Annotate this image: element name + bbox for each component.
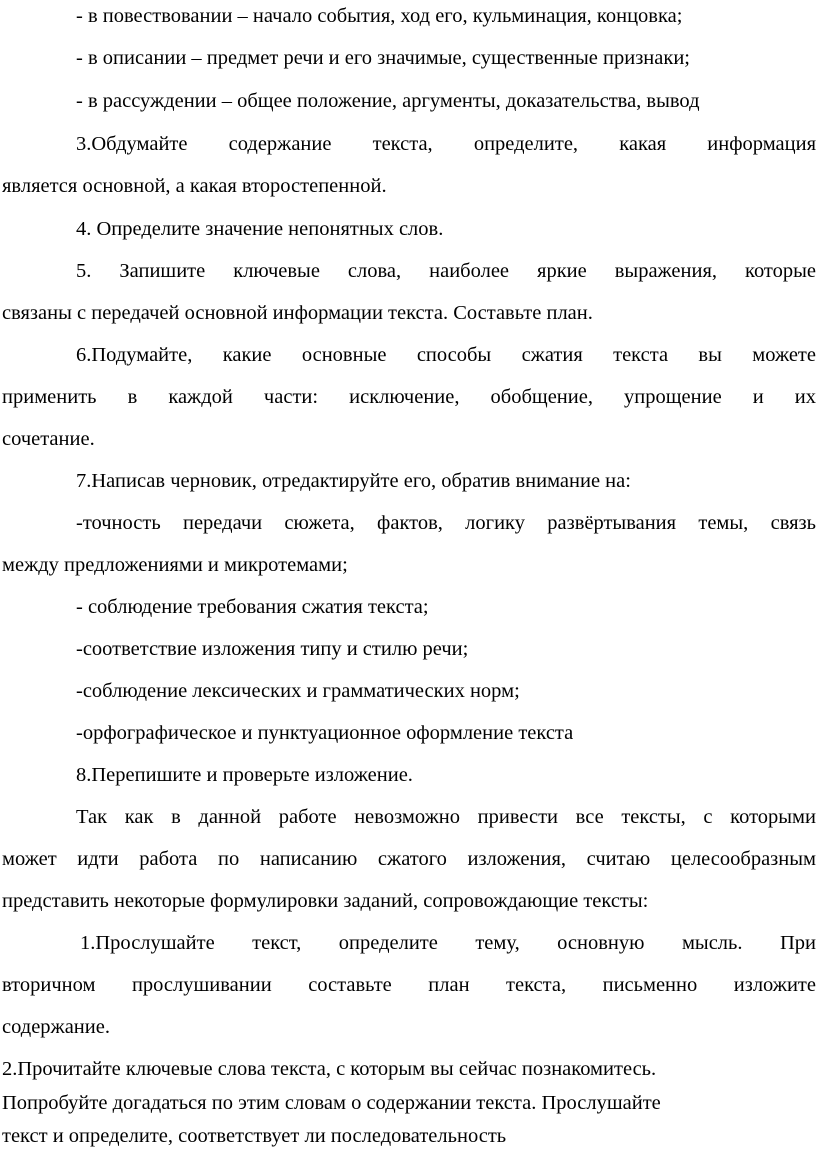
text-line-23: 1.Прослушайте текст, определите тему, основную мысль. При (80, 932, 816, 954)
text-line-27: Попробуйте догадаться по этим словам о содержании текста. Прослушайте (2, 1092, 661, 1114)
text-line-12: 7.Написав черновик, отредактируйте его, обратив внимание на: (76, 470, 631, 492)
text-line-25: содержание. (2, 1016, 110, 1038)
text-line-10: применить в каждой части: исключение, обобщение, упрощение и их (2, 386, 816, 408)
text-line-16: -соответствие изложения типу и стилю речи; (76, 638, 469, 660)
text-line-21: может идти работа по написанию сжатого изложения, считаю целесообразным (2, 848, 816, 870)
text-line-24: вторичном прослушивании составьте план текста, письменно изложите (2, 974, 816, 996)
text-line-5: является основной, а какая второстепенной. (2, 175, 387, 197)
text-line-4: 3.Обдумайте содержание текста, определите, какая информация (76, 133, 816, 155)
text-line-20: Так как в данной работе невозможно привести все тексты, с которыми (76, 806, 816, 828)
text-line-15: - соблюдение требования сжатия текста; (76, 596, 429, 618)
text-line-13: -точность передачи сюжета, фактов, логику развёртывания темы, связь (76, 512, 816, 534)
text-line-6: 4. Определите значение непонятных слов. (76, 218, 444, 240)
text-line-3: - в рассуждении – общее положение, аргументы, доказательства, вывод (76, 90, 700, 112)
text-line-2: - в описании – предмет речи и его значимые, существенные признаки; (76, 47, 690, 69)
text-line-1: - в повествовании – начало события, ход его, кульминация, концовка; (76, 5, 683, 27)
text-line-11: сочетание. (2, 428, 95, 450)
text-line-18: -орфографическое и пунктуационное оформление текста (76, 722, 574, 744)
text-line-19: 8.Перепишите и проверьте изложение. (76, 764, 413, 786)
text-line-9: 6.Подумайте, какие основные способы сжатия текста вы можете (76, 344, 816, 366)
text-line-17: -соблюдение лексических и грамматических норм; (76, 680, 520, 702)
text-line-22: представить некоторые формулировки заданий, сопровождающие тексты: (2, 890, 649, 912)
text-line-26: 2.Прочитайте ключевые слова текста, с которым вы сейчас познакомитесь. (2, 1058, 657, 1080)
text-line-28: текст и определите, соответствует ли последовательность (2, 1125, 507, 1147)
text-line-14: между предложениями и микротемами; (2, 554, 348, 576)
text-line-8: связаны с передачей основной информации текста. Составьте план. (2, 302, 593, 324)
text-line-7: 5. Запишите ключевые слова, наиболее яркие выражения, которые (76, 260, 816, 282)
